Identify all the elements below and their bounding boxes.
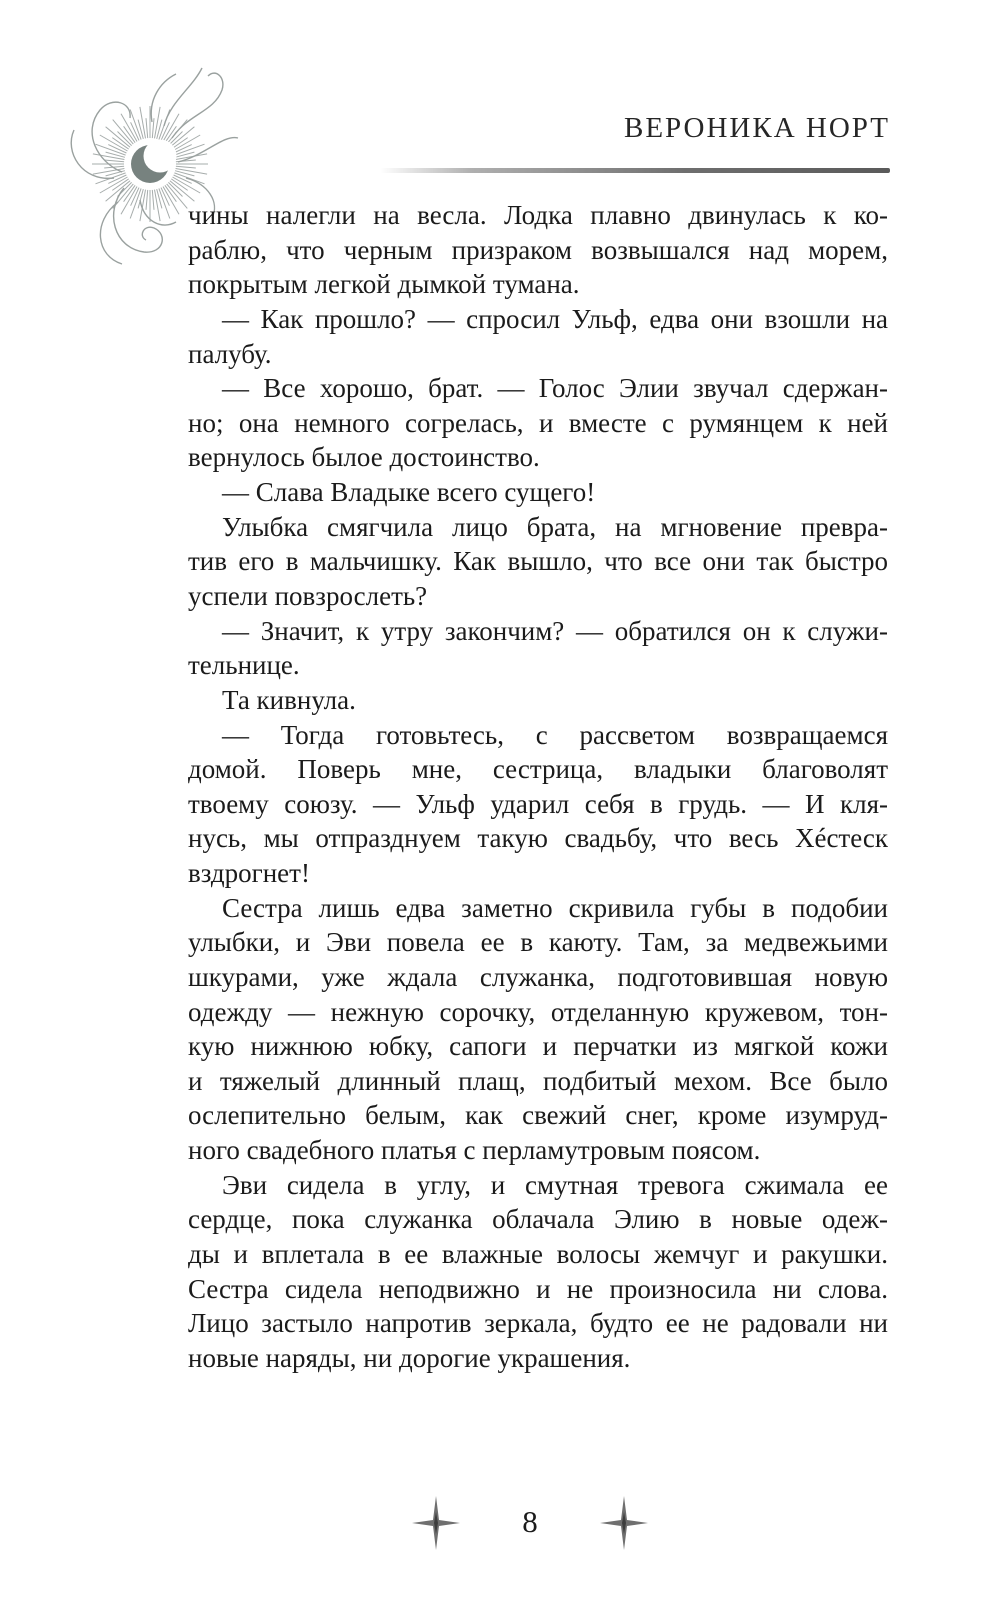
text-line: чины налегли на весла. Лодка плавно двинулась к ко- xyxy=(188,200,888,230)
text-line: Та кивнула. xyxy=(222,684,356,715)
ornament-ray xyxy=(152,190,154,210)
sparkle-star-icon xyxy=(598,1494,650,1552)
ornament-ray xyxy=(104,160,124,162)
text-line: Эви сидела в углу, и смутная тревога сжимала ее xyxy=(222,1169,888,1200)
text-line: кую нижнюю юбку, сапоги и перчатки из мягкой кожи xyxy=(188,1031,888,1062)
text-line: твоему союзу. — Ульф ударил себя в грудь. — И кля- xyxy=(188,788,888,819)
ornament-ray xyxy=(155,107,161,138)
running-header-author: ВЕРОНИКА НОРТ xyxy=(624,112,890,144)
text-line: но; она немного согрелась, и вместе с румянцем к ней xyxy=(188,407,888,438)
text-line: — Как прошло? — спросил Ульф, едва они взошли на xyxy=(222,303,888,334)
page-footer xyxy=(410,1494,650,1564)
text-line: ослепительно белым, как свежий снег, кроме изумруд- xyxy=(188,1100,888,1131)
text-line: вздрогнет! xyxy=(188,858,310,888)
text-line: домой. Поверь мне, сестрица, владыки благоволят xyxy=(188,754,888,785)
text-line: и тяжелый длинный плащ, подбитый мехом. Все было xyxy=(188,1065,888,1096)
text-line: нусь, мы отпразднуем такую свадьбу, что весь Хéстеск xyxy=(188,823,888,854)
text-line: Сестра сидела неподвижно и не произносила ни слова. xyxy=(188,1273,888,1304)
text-line: раблю, что черным призраком возвышался над морем, xyxy=(188,234,888,265)
text-line: ды и вплетала в ее влажные волосы жемчуг и ракушки. xyxy=(188,1238,888,1269)
text-line: сердце, пока служанка облачала Элию в новые одеж- xyxy=(188,1204,888,1235)
text-line: ного свадебного платья с перламутровым поясом. xyxy=(188,1135,761,1165)
ornament-ray xyxy=(146,190,148,210)
sparkle-star-icon xyxy=(410,1494,462,1552)
ornament-ray xyxy=(140,107,146,138)
text-line: Улыбка смягчила лицо брата, на мгновение превра- xyxy=(222,511,888,542)
text-line: Сестра лишь едва заметно скривила губы в подобии xyxy=(222,892,888,923)
page-number: 8 xyxy=(522,1504,538,1539)
text-line: успели повзрослеть? xyxy=(188,580,428,611)
text-line: палубу. xyxy=(188,338,272,369)
text-line: тив его в мальчишку. Как вышло, что все они так быстро xyxy=(188,546,888,577)
text-line: — Тогда готовьтесь, с рассветом возвращаемся xyxy=(222,719,888,750)
text-line: — Значит, к утру закончим? — обратился он к служи- xyxy=(222,615,888,646)
text-line: Лицо застыло напротив зеркала, будто ее не радовали ни xyxy=(188,1308,888,1339)
text-line: одежду — нежную сорочку, отделанную кружевом, тон- xyxy=(188,996,888,1027)
text-line: новые наряды, ни дорогие украшения. xyxy=(188,1342,631,1373)
ornament-ray xyxy=(155,190,161,222)
text-line: — Слава Владыке всего сущего! xyxy=(222,477,596,507)
text-line: тельнице. xyxy=(188,650,300,681)
text-line: покрытым легкой дымкой тумана. xyxy=(188,269,580,300)
text-line: улыбки, и Эви повела ее в каюту. Там, за медвежьими xyxy=(188,927,888,958)
text-line: вернулось былое достоинство. xyxy=(188,442,540,473)
text-line: шкурами, уже ждала служанка, подготовившая новую xyxy=(188,961,888,992)
text-line: — Все хорошо, брат. — Голос Элии звучал сдержан- xyxy=(222,373,888,404)
ornament-ray xyxy=(93,154,125,160)
ornament-ray xyxy=(146,118,148,138)
body-text xyxy=(188,0,888,1616)
